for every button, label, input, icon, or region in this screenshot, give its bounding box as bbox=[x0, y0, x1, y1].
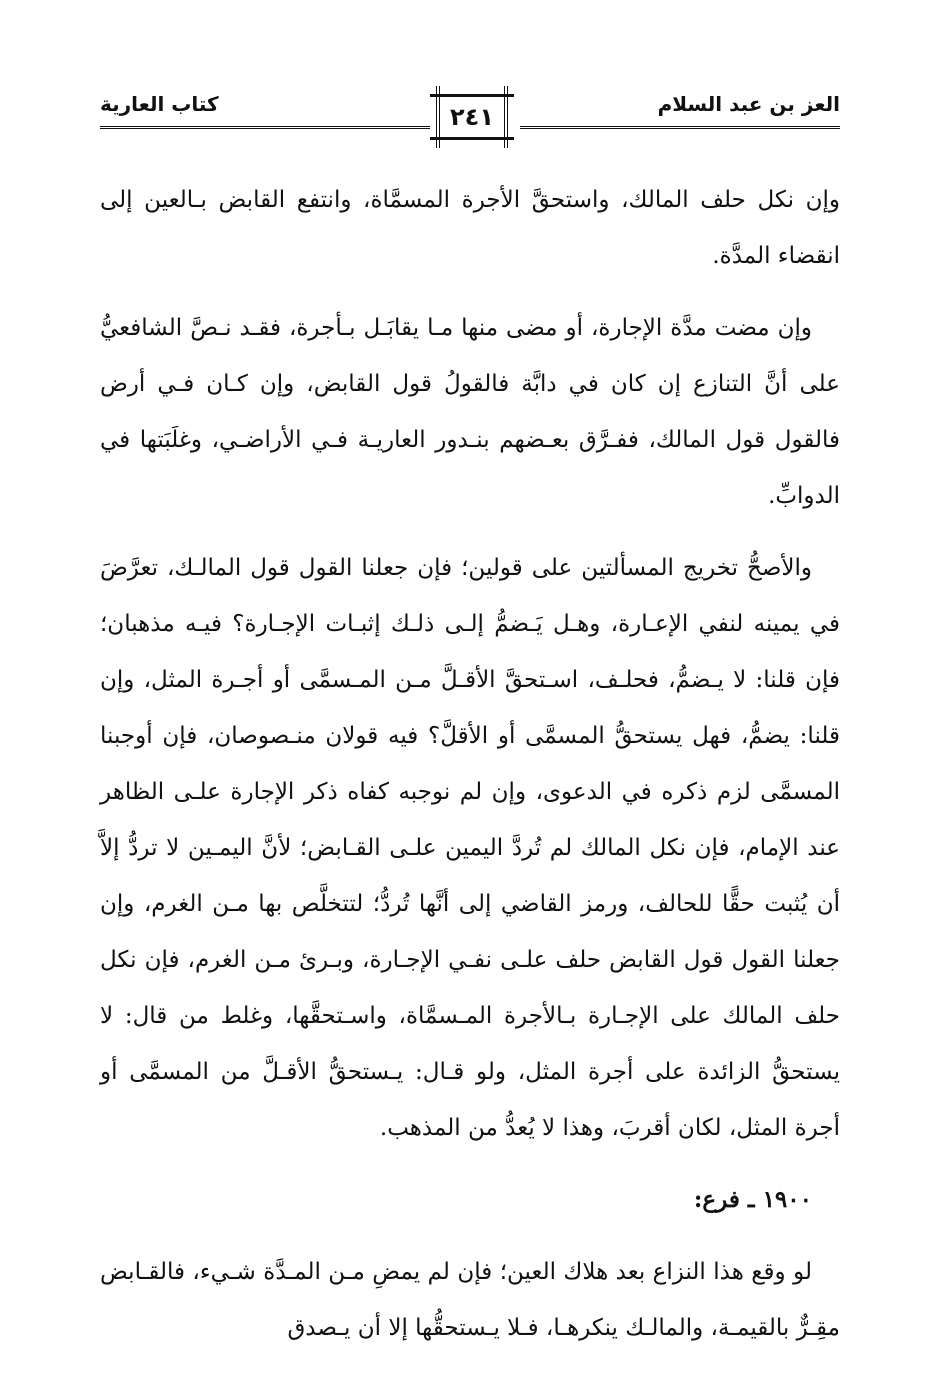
header-rule-left bbox=[100, 126, 430, 129]
page-number: ٢٤١ bbox=[436, 86, 508, 148]
header-author-title: العز بن عبد السلام bbox=[657, 92, 840, 116]
paragraph: والأصحُّ تخريج المسألتين على قولين؛ فإن جعلنا القول قول المالـك، تعرَّضَ في يمينه لنفي الإعـارة، وهـل يَـضمُّ إلـى ذلـك إثبـات الإجـارة؟ فيـه مذهبان؛ فإن قلنا: لا يـضمُّ، فحلـف، اسـتحقَّ الأقـلَّ مـن المـسمَّى أو أجـرة المثل، وإن قلنا: يضمُّ، فهل يستحقُّ المسمَّى أو الأقلَّ؟ فيه قولان منـصوصان، فإن أوجبنا المسمَّى لزم ذكره في الدعوى، وإن لم نوجبه كفاه ذكر الإجارة علـى الظاهر عند الإمام، فإن نكل المالك لم تُردَّ اليمين علـى القـابض؛ لأنَّ اليمـين لا تردُّ إلاَّ أن يُثبت حقًّا للحالف، ورمز القاضي إلى أنَّها تُردُّ؛ لتتخلَّص بها مـن الغرم، وإن جعلنا القول قول القابض حلف علـى نفـي الإجـارة، وبـرئ مـن الغرم، فإن نكل حلف المالك على الإجـارة بـالأجرة المـسمَّاة، واسـتحقَّها، وغلط من قال: لا يستحقُّ الزائدة على أجرة المثل، ولو قـال: يـستحقُّ الأقـلَّ من المسمَّى أو أجرة المثل، لكان أقربَ، وهذا لا يُعدُّ من المذهب. bbox=[100, 555, 840, 1141]
header-rule-right bbox=[520, 126, 840, 129]
running-header bbox=[100, 86, 840, 156]
body-text bbox=[100, 172, 840, 1372]
paragraph: وإن نكل حلف المالك، واستحقَّ الأجرة المسمَّاة، وانتفع القابض بـالعين إلى انقضاء المدَّة. bbox=[100, 187, 840, 269]
paragraph: وإن مضت مدَّة الإجارة، أو مضى منها مـا يقابَـل بـأجرة، فقـد نـصَّ الشافعيُّ على أنَّ التنازع إن كان في دابَّة فالقولُ قول القابض، وإن كـان فـي أرض فالقول قول المالك، ففـرَّق بعـضهم بنـدور العاريـة فـي الأراضـي، وغلَبَتها في الدوابِّ. bbox=[100, 315, 840, 509]
paragraph: لو وقع هذا النزاع بعد هلاك العين؛ فإن لم يمضِ مـن المـدَّة شـيء، فالقـابض مقِـرٌّ بالقيمـة، والمالـك ينكرهـا، فـلا يـستحقُّها إلا أن يـصدق bbox=[100, 1259, 840, 1341]
header-chapter-title: كتاب العارية bbox=[100, 92, 219, 116]
section-heading: ١٩٠٠ ـ فرع: bbox=[693, 1186, 812, 1213]
